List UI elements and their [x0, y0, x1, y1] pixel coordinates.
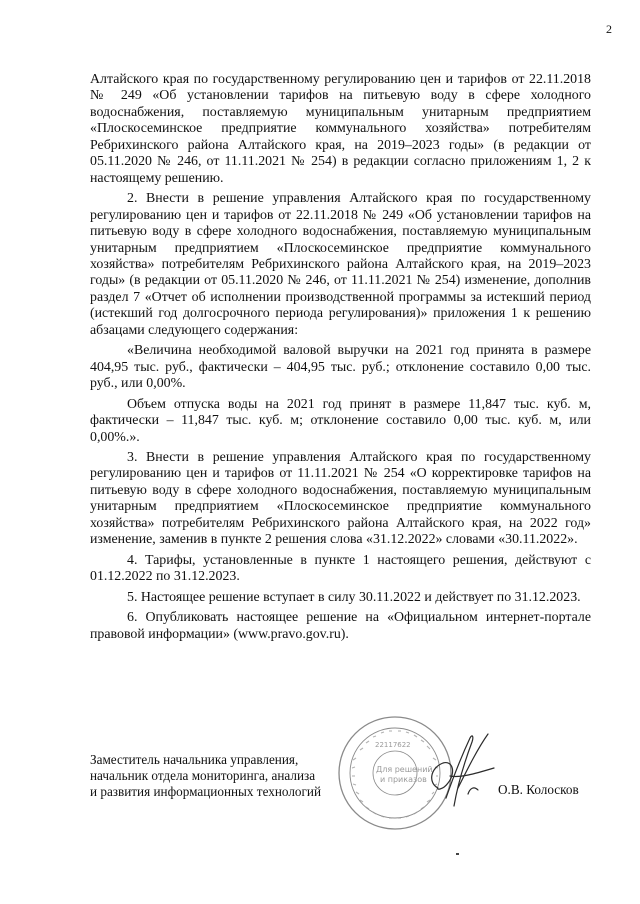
paragraph-quote-revenue: «Величина необходимой валовой выручки на 2021 год принята в размере 404,95 тыс. руб., фактически – 404,95 тыс. руб.; отклонение составило 0,00 тыс. руб., или 0,00%. — [90, 343, 591, 392]
paragraph-item-5: 5. Настоящее решение вступает в силу 30.11.2022 и действует по 31.12.2023. — [127, 589, 581, 605]
signatory-name: О.В. Колосков — [498, 782, 579, 797]
signatory-title-line-1: Заместитель начальника управления, — [90, 752, 299, 767]
paragraph-item-3: 3. Внести в решение управления Алтайского края по государственному регулированию цен и тарифов от 11.11.2021 № 254 «О корректировке тарифов на питьевую воду в сфере холодного водоснабжения, поставляемую муниципальным унитарным предприятием «Плоскосеминское предприятие коммунального хозяйства» потребителям Ребрихинского района Алтайского края, на 2022 год» изменение, заменив в пункте 2 решения слова «31.12.2022» словами «30.11.2022». — [90, 449, 591, 548]
paragraph-item-6: 6. Опубликовать настоящее решение на «Официальном интернет-портале правовой информации» (www.pravo.gov.ru). — [90, 610, 591, 642]
scan-speck — [456, 853, 459, 855]
page-number: 2 — [606, 22, 612, 36]
decision-body — [90, 72, 591, 643]
paragraph-quote-volume: Объем отпуска воды на 2021 год принят в размере 11,847 тыс. куб. м, фактически – 11,847 тыс. куб. м; отклонение составило 0,00 тыс. куб. м, или 0,00%.». — [90, 396, 591, 445]
stamp-inner-line-1: Для решений — [376, 765, 433, 774]
signatory-title-line-3: и развития информационных технологий — [90, 784, 322, 799]
stamp-number: 22117622 — [375, 741, 411, 749]
paragraph-item-2: 2. Внести в решение управления Алтайского края по государственному регулированию цен и тарифов от 22.11.2018 № 249 «Об установлении тарифов на питьевую воду в сфере холодного водоснабжения, поставляемую муниципальным унитарным предприятием «Плоскосеминское предприятие коммунального хозяйства» потребителям Ребрихинского района Алтайского края, на 2019–2023 годы» (в редакции от 05.11.2020 № 246, от 11.11.2021 № 254) изменение, дополнив раздел 7 «Отчет об исполнении производственной программы за истекший период (истекший год долгосрочного периода регулирования)» приложения 1 к решению абзацами следующего содержания: — [90, 191, 591, 338]
signatory-title-line-2: начальник отдела мониторинга, анализа — [90, 768, 316, 783]
paragraph-1-continuation: Алтайского края по государственному регулированию цен и тарифов от 22.11.2018 № 249 «Об установлении тарифов на питьевую воду в сфере холодного водоснабжения, поставляемую муниципальным унитарным предприятием «Плоскосеминское предприятие коммунального хозяйства» потребителям Ребрихинского района Алтайского края, на 2019–2023 годы» (в редакции от 05.11.2020 № 246, от 11.11.2021 № 254) в редакции согласно приложениям 1, 2 к настоящему решению. — [90, 72, 591, 186]
handwritten-signature — [408, 728, 508, 823]
paragraph-item-4: 4. Тарифы, установленные в пункте 1 настоящего решения, действуют с 01.12.2022 по 31.12.2023. — [90, 552, 591, 585]
signatory-title — [90, 752, 380, 800]
stamp-inner-line-2: и приказов — [380, 775, 427, 784]
